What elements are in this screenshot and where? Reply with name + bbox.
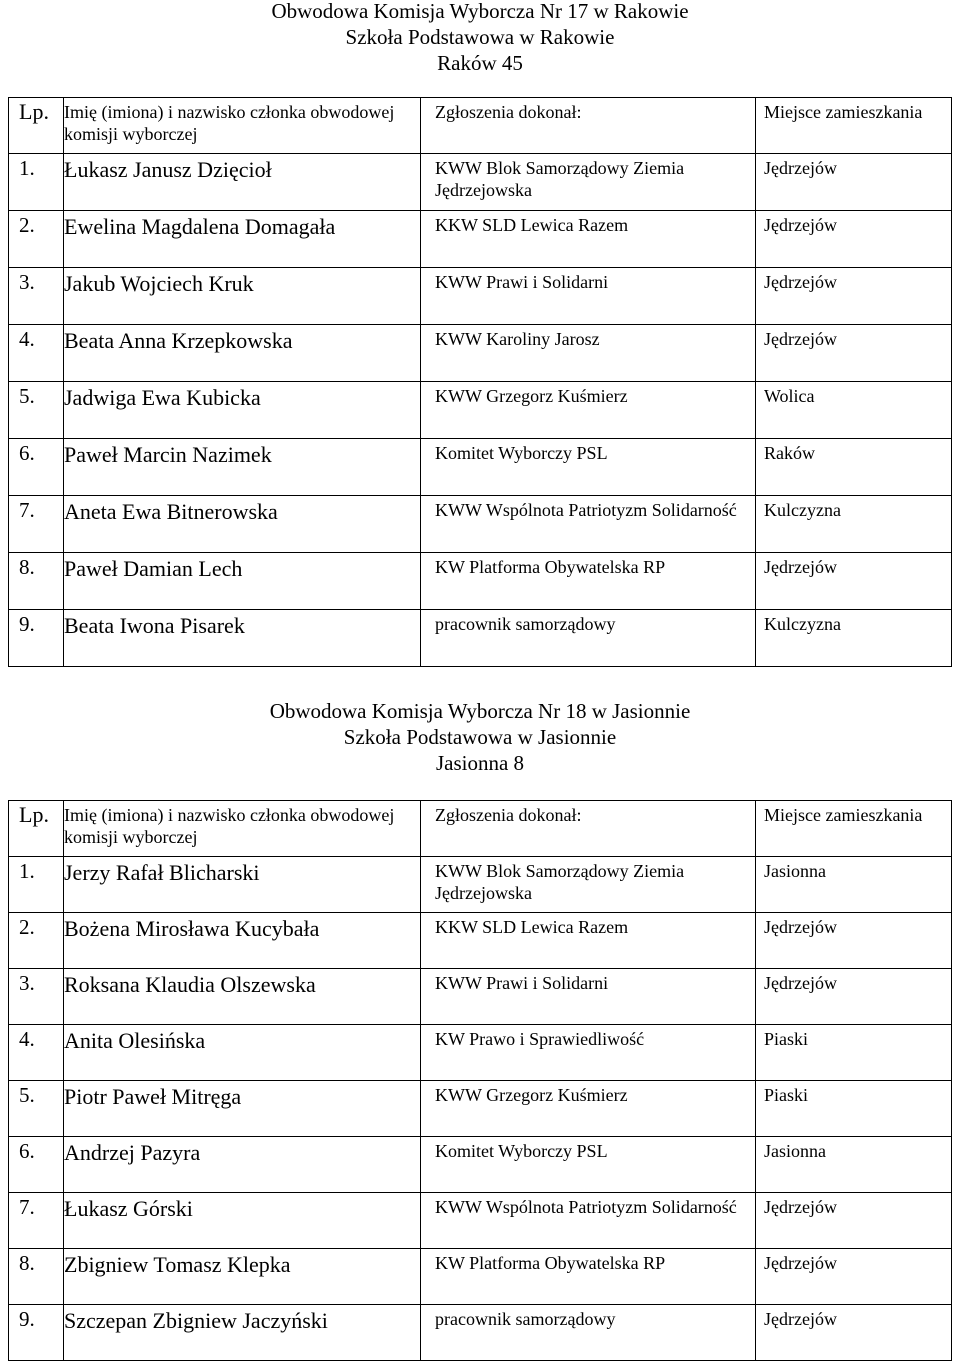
member-name: Aneta Ewa Bitnerowska [64, 496, 421, 553]
members-table [8, 800, 952, 1361]
members-table [8, 97, 952, 667]
table-row [9, 325, 952, 382]
member-submitted-by: pracownik samorządowy [421, 1305, 756, 1361]
table-row [9, 382, 952, 439]
member-residence: Wolica [756, 382, 952, 439]
member-lp: 7. [9, 1193, 64, 1249]
table-header-row [9, 98, 952, 154]
commission-title: Obwodowa Komisja Wyborcza Nr 17 w Rakowie [271, 0, 689, 23]
member-name: Jerzy Rafał Blicharski [64, 857, 421, 913]
member-name: Ewelina Magdalena Domagała [64, 211, 421, 268]
member-lp: 9. [9, 1305, 64, 1361]
table-row [9, 553, 952, 610]
member-residence: Piaski [756, 1025, 952, 1081]
member-name: Jakub Wojciech Kruk [64, 268, 421, 325]
table-row [9, 1249, 952, 1305]
member-submitted-by: KKW SLD Lewica Razem [421, 913, 756, 969]
member-name: Bożena Mirosława Kucybała [64, 913, 421, 969]
member-lp: 6. [9, 1137, 64, 1193]
table-header-row [9, 801, 952, 857]
member-residence: Jędrzejów [756, 1193, 952, 1249]
member-submitted-by: pracownik samorządowy [421, 610, 756, 667]
member-name: Beata Iwona Pisarek [64, 610, 421, 667]
table-row [9, 268, 952, 325]
header-submitted-by: Zgłoszenia dokonał: [421, 98, 756, 154]
header-name: Imię (imiona) i nazwisko członka obwodowej komisji wyborczej [64, 98, 421, 154]
member-lp: 8. [9, 1249, 64, 1305]
member-lp: 9. [9, 610, 64, 667]
member-name: Roksana Klaudia Olszewska [64, 969, 421, 1025]
member-lp: 3. [9, 268, 64, 325]
member-name: Andrzej Pazyra [64, 1137, 421, 1193]
member-residence: Jędrzejów [756, 154, 952, 211]
member-submitted-by: KW Platforma Obywatelska RP [421, 1249, 756, 1305]
header-lp: Lp. [9, 98, 64, 154]
commission-school: Szkoła Podstawowa w Jasionnie [343, 725, 617, 749]
member-lp: 5. [9, 1081, 64, 1137]
member-submitted-by: Komitet Wyborczy PSL [421, 439, 756, 496]
member-submitted-by: KWW Wspólnota Patriotyzm Solidarność [421, 496, 756, 553]
commission-address: Jasionna 8 [435, 751, 525, 775]
member-submitted-by: KW Platforma Obywatelska RP [421, 553, 756, 610]
member-residence: Piaski [756, 1081, 952, 1137]
member-name: Łukasz Janusz Dzięcioł [64, 154, 421, 211]
member-name: Piotr Paweł Mitręga [64, 1081, 421, 1137]
member-submitted-by: KWW Wspólnota Patriotyzm Solidarność [421, 1193, 756, 1249]
commission-heading [0, 698, 960, 776]
member-residence: Jasionna [756, 1137, 952, 1193]
member-name: Jadwiga Ewa Kubicka [64, 382, 421, 439]
member-residence: Jędrzejów [756, 268, 952, 325]
table-row [9, 913, 952, 969]
table-row [9, 211, 952, 268]
commission-title: Obwodowa Komisja Wyborcza Nr 18 w Jasionnie [269, 699, 691, 723]
table-row [9, 1137, 952, 1193]
member-submitted-by: KWW Blok Samorządowy Ziemia Jędrzejowska [421, 857, 756, 913]
member-lp: 5. [9, 382, 64, 439]
table-row [9, 439, 952, 496]
member-name: Anita Olesińska [64, 1025, 421, 1081]
member-lp: 4. [9, 325, 64, 382]
member-lp: 7. [9, 496, 64, 553]
member-residence: Jędrzejów [756, 325, 952, 382]
member-name: Łukasz Górski [64, 1193, 421, 1249]
member-submitted-by: KW Prawo i Sprawiedliwość [421, 1025, 756, 1081]
member-name: Paweł Marcin Nazimek [64, 439, 421, 496]
member-name: Paweł Damian Lech [64, 553, 421, 610]
commission-heading [0, 0, 960, 76]
member-lp: 3. [9, 969, 64, 1025]
member-residence: Jędrzejów [756, 913, 952, 969]
header-name: Imię (imiona) i nazwisko członka obwodowej komisji wyborczej [64, 801, 421, 857]
member-submitted-by: KKW SLD Lewica Razem [421, 211, 756, 268]
member-submitted-by: KWW Grzegorz Kuśmierz [421, 1081, 756, 1137]
table-row [9, 610, 952, 667]
member-residence: Jasionna [756, 857, 952, 913]
table-row [9, 154, 952, 211]
table-row [9, 969, 952, 1025]
member-submitted-by: KWW Prawi i Solidarni [421, 969, 756, 1025]
member-lp: 2. [9, 913, 64, 969]
commission-address: Raków 45 [437, 51, 523, 75]
member-submitted-by: KWW Prawi i Solidarni [421, 268, 756, 325]
header-residence: Miejsce zamieszkania [756, 98, 952, 154]
member-submitted-by: KWW Blok Samorządowy Ziemia Jędrzejowska [421, 154, 756, 211]
table-row [9, 496, 952, 553]
table-row [9, 1305, 952, 1361]
member-name: Zbigniew Tomasz Klepka [64, 1249, 421, 1305]
member-residence: Jędrzejów [756, 553, 952, 610]
member-residence: Jędrzejów [756, 1249, 952, 1305]
member-residence: Jędrzejów [756, 211, 952, 268]
member-residence: Kulczyzna [756, 496, 952, 553]
header-lp: Lp. [9, 801, 64, 857]
member-lp: 2. [9, 211, 64, 268]
header-residence: Miejsce zamieszkania [756, 801, 952, 857]
member-residence: Jędrzejów [756, 969, 952, 1025]
member-name: Beata Anna Krzepkowska [64, 325, 421, 382]
commission-school: Szkoła Podstawowa w Rakowie [345, 25, 615, 49]
member-residence: Raków [756, 439, 952, 496]
member-submitted-by: KWW Grzegorz Kuśmierz [421, 382, 756, 439]
header-submitted-by: Zgłoszenia dokonał: [421, 801, 756, 857]
member-residence: Jędrzejów [756, 1305, 952, 1361]
member-lp: 6. [9, 439, 64, 496]
member-lp: 4. [9, 1025, 64, 1081]
member-name: Szczepan Zbigniew Jaczyński [64, 1305, 421, 1361]
member-submitted-by: KWW Karoliny Jarosz [421, 325, 756, 382]
member-residence: Kulczyzna [756, 610, 952, 667]
member-submitted-by: Komitet Wyborczy PSL [421, 1137, 756, 1193]
table-row [9, 1081, 952, 1137]
member-lp: 8. [9, 553, 64, 610]
member-lp: 1. [9, 857, 64, 913]
member-lp: 1. [9, 154, 64, 211]
table-row [9, 1193, 952, 1249]
table-row [9, 857, 952, 913]
table-row [9, 1025, 952, 1081]
